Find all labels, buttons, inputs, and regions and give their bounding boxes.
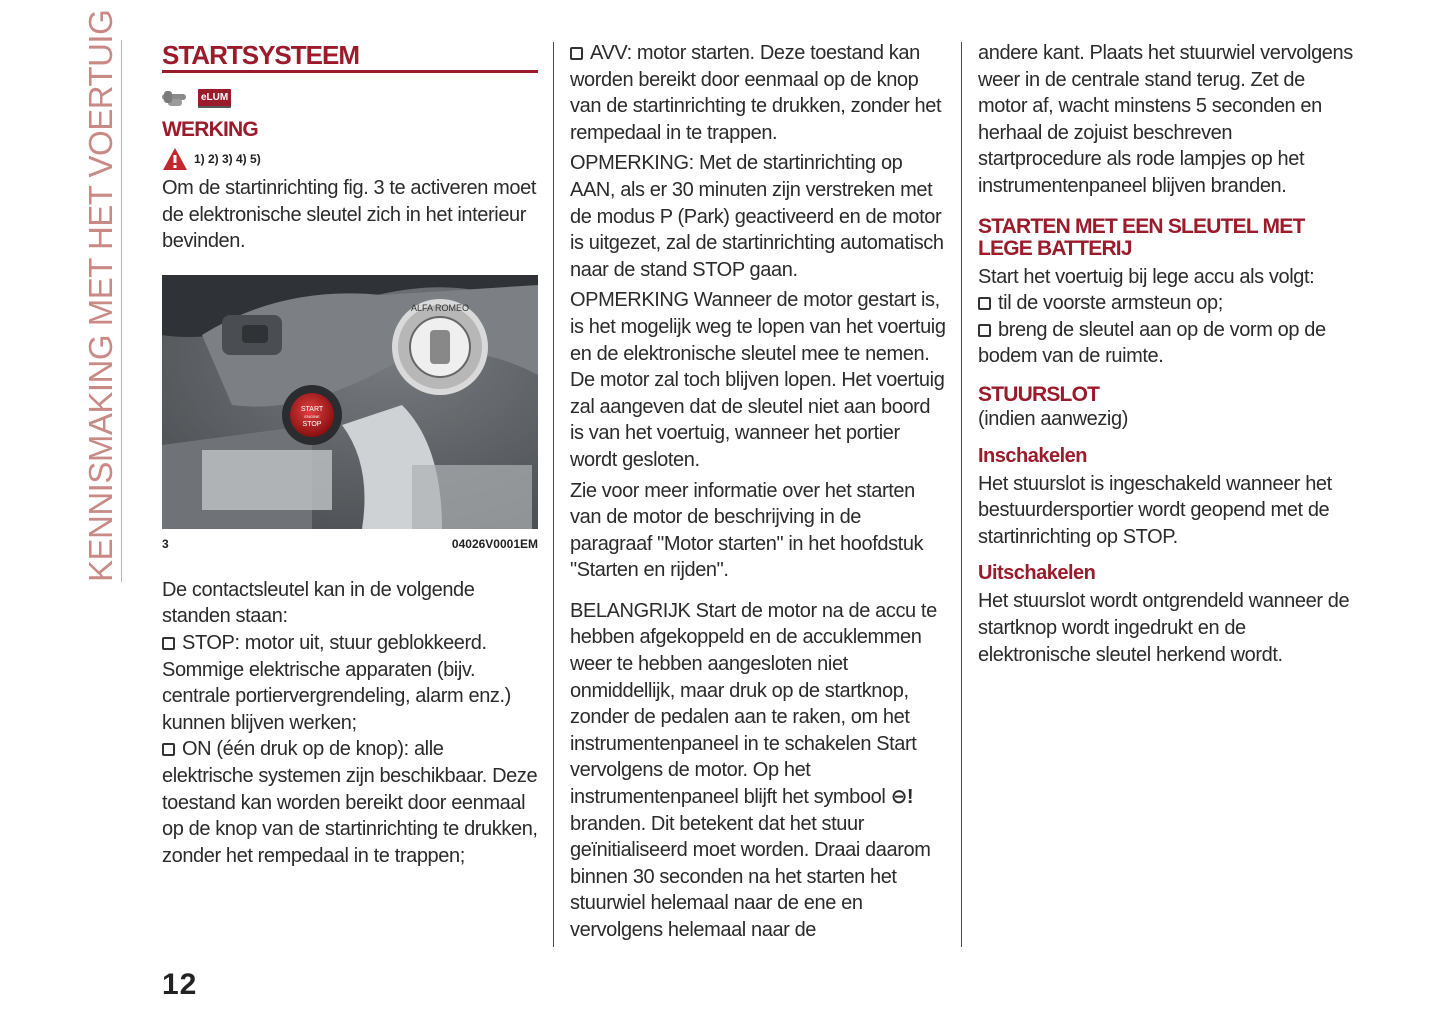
column-right	[978, 40, 1358, 668]
elum-badge: eLUM	[198, 89, 231, 108]
version-icons	[162, 85, 538, 111]
figure-logo-label: ALFA ROMEO	[410, 302, 470, 313]
figure-button-stop: STOP	[302, 420, 322, 428]
continued-paragraph: andere kant. Plaats het stuurwiel vervolgens weer in de centrale stand terug. Zet de motor af, wacht minstens 5 seconden en herhaal de zojuist beschreven startprocedure als rode lampjes op het instrumentenpaneel blijven branden.	[978, 42, 1353, 197]
battery-step-1: til de voorste armsteun op;	[978, 290, 1358, 317]
bullet-square-icon	[162, 637, 175, 650]
bullet-stop: STOP: motor uit, stuur geblokkeerd. Sommige elektrische apparaten (bijv. centrale portiervergrendeling, alarm enz.) kunnen blijven werken;	[162, 631, 511, 734]
column-divider-2	[961, 42, 962, 947]
bullet-square-icon	[978, 324, 991, 337]
section-heading-startsysteem: STARTSYSTEEM	[162, 40, 538, 73]
heading-disable: Uitschakelen	[978, 562, 1096, 585]
note-walk-away: OPMERKING Wanneer de motor gestart is, is het mogelijk weg te lopen van het voertuig en de elektronische sleutel mee te nemen. De motor zal toch blijven lopen. Het voertuig zal aangeven dat de sleutel niet aan boord is van het voertuig, wanneer het portier wordt gesloten.	[570, 289, 946, 471]
heading-enable: Inschakelen	[978, 444, 1088, 467]
lock-note: (indien aanwezig)	[978, 407, 1128, 430]
pointing-hand-icon	[162, 89, 192, 107]
figure-button-start: START	[300, 405, 324, 413]
bullet-square-icon	[978, 297, 991, 310]
steering-wheel-illustration	[162, 275, 538, 529]
figure-code: 04026V0001EM	[451, 536, 538, 551]
warning-references	[162, 147, 538, 171]
steering-warning-icon: ⊖!	[890, 786, 914, 809]
chapter-side-rule	[121, 40, 122, 582]
important-paragraph: BELANGRIJK Start de motor na de accu te hebben afgekoppeld en de accuklemmen weer te hebben aangesloten niet onmiddellijk, maar druk op de startknop, zonder de pedalen aan te raken, om het instrumentenpaneel in te schakelen Start vervolgens de motor. Op het instrumentenpaneel blijft het symbool ⊖! branden. Dit betekent dat het stuur geïnitialiseerd moet worden. Draai daarom binnen 30 seconden na het starten het stuurwiel helemaal naar de ene en vervolgens helemaal naar de	[570, 599, 937, 941]
figure-caption	[162, 537, 538, 551]
column-middle	[570, 40, 948, 944]
column-divider-1	[553, 42, 554, 947]
heading-empty-battery: STARTEN MET EEN SLEUTEL MET LEGE BATTERIJ	[978, 214, 1305, 260]
column-left	[162, 40, 538, 869]
battery-intro: Start het voertuig bij lege accu als volgt:	[978, 265, 1315, 288]
figure-number: 3	[162, 536, 169, 551]
subheading-werking: WERKING	[162, 118, 258, 141]
heading-steering-lock: STUURSLOT	[978, 382, 1100, 406]
see-more-paragraph: Zie voor meer informatie over het starten van de motor de beschrijving in de paragraaf "Motor starten" in het hoofdstuk "Starten en rijden".	[570, 479, 924, 582]
battery-step-2: breng de sleutel aan op de vorm op de bodem van de ruimte.	[978, 318, 1326, 368]
intro-paragraph: Om de startinrichting fig. 3 te activeren moet de elektronische sleutel zich in het interieur bevinden.	[162, 177, 536, 253]
note-park-mode: OPMERKING: Met de startinrichting op AAN, als er 30 minuten zijn verstreken met de modus P (Park) geactiveerd en de motor is uitgezet, zal de startinrichting automatisch naar de stand STOP gaan.	[570, 152, 944, 281]
bullet-avv: AVV: motor starten. Deze toestand kan worden bereikt door eenmaal op de knop van de startinrichting te drukken, zonder het rempedaal in te trappen.	[570, 42, 942, 144]
figure-start-button	[162, 275, 538, 529]
warning-triangle-icon	[162, 147, 188, 171]
figure-button-engine: ENGINE	[304, 413, 320, 419]
positions-intro: De contactsleutel kan in de volgende standen staan:	[162, 578, 475, 628]
enable-text: Het stuurslot is ingeschakeld wanneer het bestuurdersportier wordt geopend met de startinrichting op STOP.	[978, 472, 1332, 548]
bullet-square-icon	[570, 47, 583, 60]
chapter-side-title: KENNISMAKING MET HET VOERTUIG	[82, 9, 119, 582]
page-number: 12	[162, 968, 198, 1001]
warning-refs-text: 1) 2) 3) 4) 5)	[194, 152, 261, 166]
bullet-on: ON (één druk op de knop): alle elektrische systemen zijn beschikbaar. Deze toestand kan worden bereikt door eenmaal op de knop van de startinrichting te drukken, zonder het rempedaal in te trappen;	[162, 738, 538, 867]
disable-text: Het stuurslot wordt ontgrendeld wanneer de startknop wordt ingedrukt en de elektronische sleutel herkend wordt.	[978, 590, 1350, 666]
bullet-square-icon	[162, 743, 175, 756]
